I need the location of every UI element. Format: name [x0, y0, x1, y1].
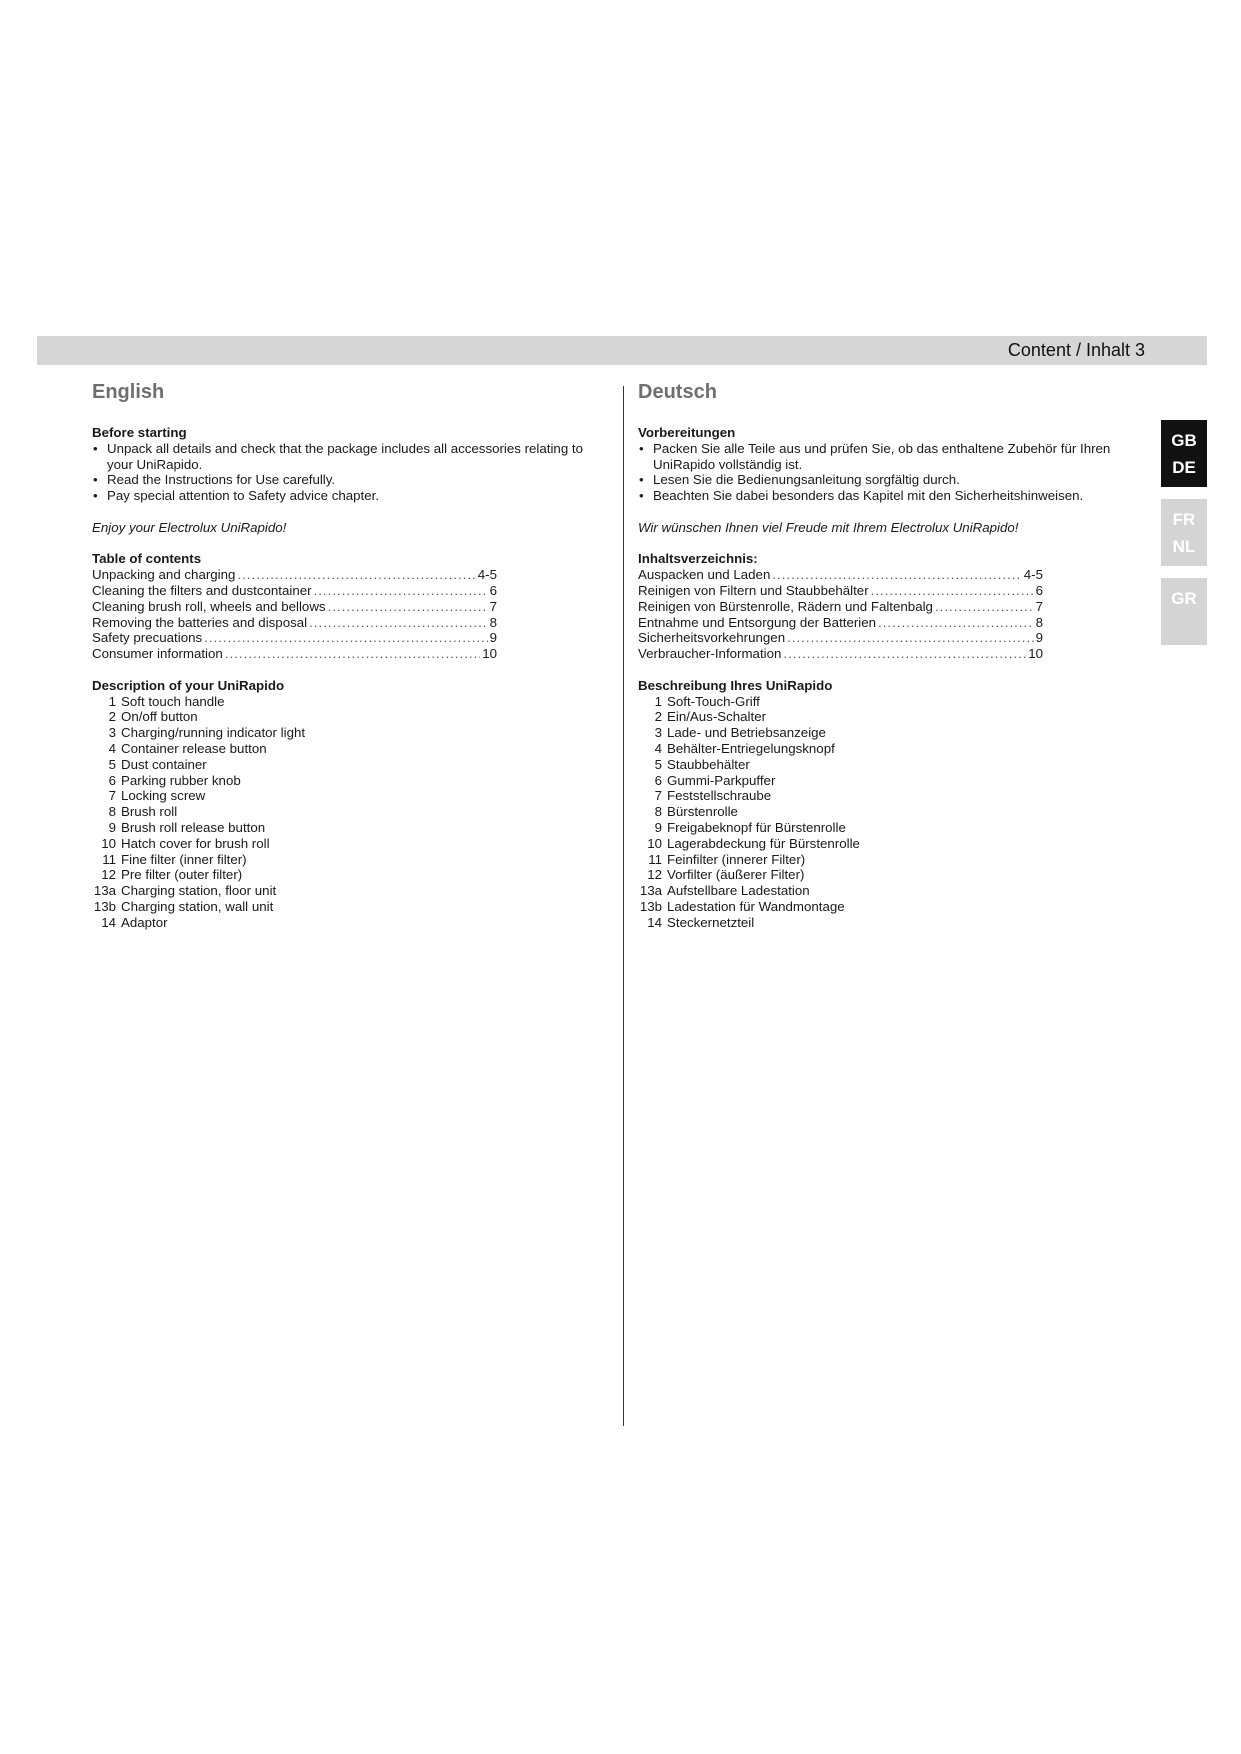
list-item: 13a Charging station, floor unit: [93, 883, 277, 899]
deutsch-title: Deutsch: [638, 381, 717, 403]
language-tab-gb-de[interactable]: [1161, 420, 1207, 487]
toc-page: 10: [1028, 646, 1043, 662]
toc-label: Removing the batteries and disposal: [92, 614, 308, 630]
toc-page: 9: [1035, 630, 1043, 646]
toc-label: Reinigen von Bürstenrolle, Rädern und Faltenbalg: [638, 598, 933, 614]
list-item: 4 Container release button: [108, 740, 267, 756]
deutsch-column: [638, 380, 1158, 931]
list-item: 3 Charging/running indicator light: [108, 725, 306, 741]
toc-label: Reinigen von Filtern und Staubbehälter: [638, 582, 869, 598]
deutsch-parts-list: [638, 694, 1158, 931]
list-item: • Lesen Sie die Bedienungsanleitung sorgfältig durch.: [638, 472, 1158, 488]
list-item: 8 Bürstenrolle: [654, 804, 738, 820]
english-enjoy: Enjoy your Electrolux UniRapido!: [92, 519, 287, 535]
tab-gr: GR: [1171, 589, 1197, 608]
language-tab-fr-nl[interactable]: [1161, 499, 1207, 566]
list-item: 4 Behälter-Entriegelungsknopf: [654, 740, 835, 756]
toc-row: [92, 630, 497, 646]
tab-fr: FR: [1172, 510, 1196, 529]
tab-nl: NL: [1172, 537, 1196, 556]
toc-label: Auspacken und Laden: [638, 567, 771, 583]
toc-row: [92, 599, 497, 615]
list-item: 6 Gummi-Parkpuffer: [654, 772, 776, 788]
page-title: Content / Inhalt 3: [1007, 340, 1145, 360]
list-item: 11 Feinfilter (innerer Filter): [648, 851, 806, 867]
list-item: 1 Soft touch handle: [108, 693, 225, 709]
toc-label: Cleaning brush roll, wheels and bellows: [92, 598, 326, 614]
list-item: 13b Ladestation für Wandmontage: [639, 898, 845, 914]
list-item: 12 Vorfilter (äußerer Filter): [647, 867, 805, 883]
english-before-title: Before starting: [92, 425, 187, 440]
list-item: 8 Brush roll: [108, 804, 178, 820]
toc-label: Cleaning the filters and dustcontainer: [92, 582, 312, 598]
toc-page: 8: [489, 614, 497, 630]
deutsch-before-list: [638, 441, 1158, 504]
deutsch-toc-title: Inhaltsverzeichnis:: [638, 551, 758, 567]
toc-page: 10: [482, 646, 497, 662]
list-item: 5 Staubbehälter: [654, 756, 750, 772]
list-item: 5 Dust container: [108, 756, 207, 772]
toc-label: Unpacking and charging: [92, 567, 236, 583]
english-before-list: [92, 441, 612, 504]
english-desc-title: Description of your UniRapido: [92, 677, 285, 693]
toc-row: [92, 567, 497, 583]
list-item: 14 Steckernetzteil: [647, 914, 755, 930]
deutsch-before-title: Vorbereitungen: [638, 425, 736, 440]
toc-label: Safety precuations: [92, 630, 203, 646]
list-item: 10 Hatch cover for brush roll: [101, 835, 270, 851]
toc-row: [638, 583, 1043, 599]
toc-label: Entnahme und Entsorgung der Batterien: [638, 614, 877, 630]
toc-page: 7: [489, 598, 497, 614]
toc-row: [92, 583, 497, 599]
list-item: 2 Ein/Aus-Schalter: [654, 709, 767, 725]
list-item: • Beachten Sie dabei besonders das Kapitel mit den Sicherheitshinweisen.: [638, 488, 1158, 504]
tab-gb: GB: [1171, 431, 1197, 450]
english-column: [92, 380, 612, 931]
list-item: 14 Adaptor: [101, 914, 168, 930]
deutsch-desc-title: Beschreibung Ihres UniRapido: [638, 677, 833, 693]
toc-page: 4-5: [477, 567, 497, 583]
list-item: 10 Lagerabdeckung für Bürstenrolle: [647, 835, 860, 851]
list-item: 9 Freigabeknopf für Bürstenrolle: [654, 819, 846, 835]
toc-page: 4-5: [1023, 567, 1043, 583]
toc-row: [638, 567, 1043, 583]
list-item: 6 Parking rubber knob: [108, 772, 241, 788]
toc-row: [92, 646, 497, 662]
list-item: 9 Brush roll release button: [108, 819, 266, 835]
list-item: 13a Aufstellbare Ladestation: [639, 883, 810, 899]
list-item: • Pay special attention to Safety advice chapter.: [92, 488, 612, 504]
english-title: English: [92, 381, 165, 403]
toc-label: Verbraucher-Information: [638, 646, 782, 662]
deutsch-enjoy: Wir wünschen Ihnen viel Freude mit Ihrem Electrolux UniRapido!: [638, 519, 1019, 535]
toc-page: 6: [489, 582, 497, 598]
toc-page: 7: [1035, 598, 1043, 614]
english-toc-title: Table of contents: [92, 551, 202, 567]
language-tab-gr[interactable]: [1161, 578, 1207, 645]
toc-row: [638, 599, 1043, 615]
list-item: • Unpack all details and check that the package includes all accessories relating to your UniRapido.: [92, 441, 612, 473]
list-item: 2 On/off button: [108, 709, 198, 725]
list-item: 11 Fine filter (inner filter): [102, 851, 247, 867]
toc-page: 6: [1035, 582, 1043, 598]
list-item: 1 Soft-Touch-Griff: [654, 693, 760, 709]
toc-row: [92, 615, 497, 631]
toc-row: [638, 630, 1043, 646]
toc-page: 8: [1035, 614, 1043, 630]
toc-page: 9: [489, 630, 497, 646]
tab-de: DE: [1172, 458, 1196, 477]
list-item: • Read the Instructions for Use carefully.: [92, 472, 612, 488]
list-item: 7 Locking screw: [108, 788, 206, 804]
english-parts-list: [92, 694, 612, 931]
header-bar: [37, 336, 1207, 365]
list-item: 13b Charging station, wall unit: [93, 898, 274, 914]
list-item: 12 Pre filter (outer filter): [101, 867, 243, 883]
column-divider: [623, 386, 624, 1426]
list-item: • Packen Sie alle Teile aus und prüfen Sie, ob das enthaltene Zubehör für Ihren UniRapido vollständig ist.: [638, 441, 1158, 473]
list-item: 3 Lade- und Betriebsanzeige: [654, 725, 826, 741]
list-item: 7 Feststellschraube: [654, 788, 772, 804]
deutsch-toc: [638, 567, 1043, 662]
toc-row: [638, 646, 1043, 662]
toc-row: [638, 615, 1043, 631]
toc-label: Sicherheitsvorkehrungen: [638, 630, 786, 646]
toc-label: Consumer information: [92, 646, 223, 662]
english-toc: [92, 567, 497, 662]
